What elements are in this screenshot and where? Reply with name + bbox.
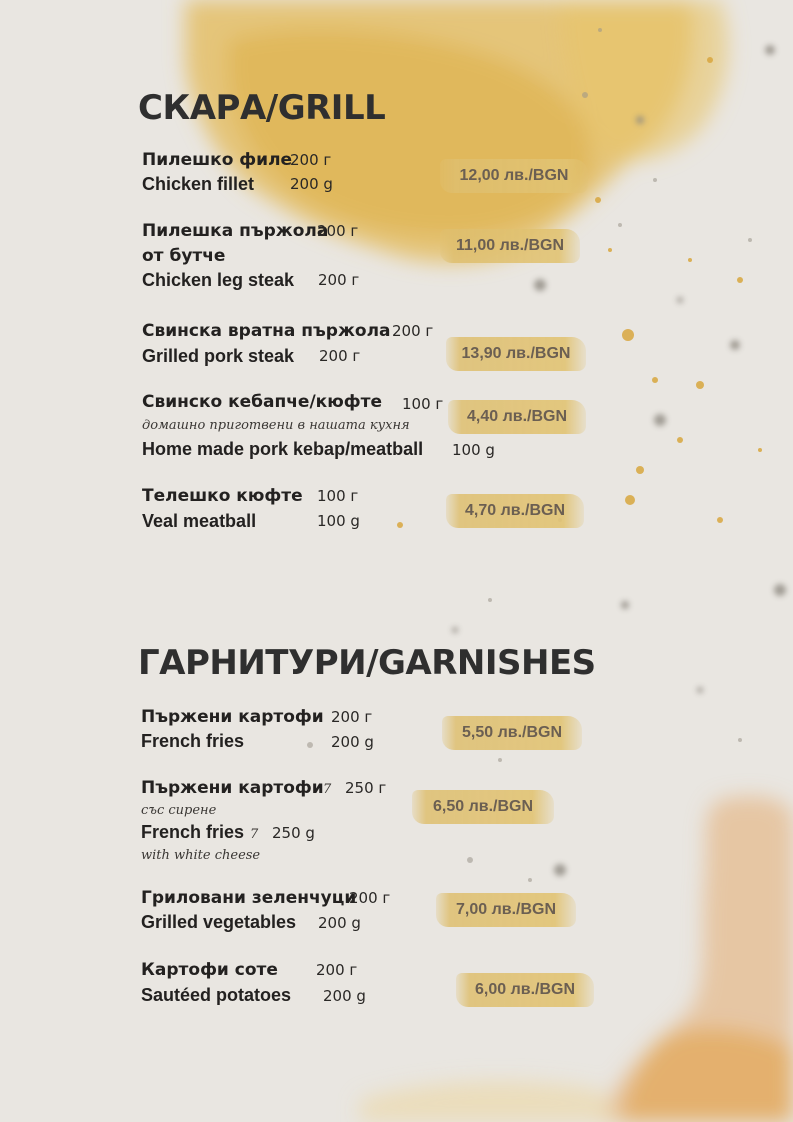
item-weight-en: 200 г bbox=[319, 347, 361, 365]
item-name-bg: Картофи соте bbox=[141, 960, 278, 980]
item-allergen-bg: 7 bbox=[323, 782, 332, 797]
item-name-en: Sautéed potatoes bbox=[141, 985, 292, 1005]
item-name-en: French fries bbox=[141, 731, 245, 751]
item-name-bg: Гриловани зеленчуци bbox=[141, 888, 357, 908]
item-price: 6,50 лв./BGN bbox=[412, 790, 554, 824]
item-weight-bg: 100 г bbox=[402, 395, 444, 413]
item-name-bg: Пилешка пържола bbox=[142, 221, 329, 241]
item-price: 5,50 лв./BGN bbox=[442, 716, 582, 750]
item-subtitle-en: with white cheese bbox=[141, 848, 261, 863]
item-name-en: French fries bbox=[141, 822, 245, 842]
item-weight-en: 200 g bbox=[290, 175, 333, 193]
item-name-en: Veal meatball bbox=[142, 511, 257, 531]
item-weight-bg: 250 г bbox=[345, 779, 387, 797]
item-weight-en: 100 g bbox=[317, 512, 360, 530]
item-weight-bg: 200 г bbox=[317, 222, 359, 240]
item-weight-en: 100 g bbox=[452, 441, 495, 459]
item-name-bg: Пържени картофи bbox=[141, 778, 324, 798]
item-allergen-en: 7 bbox=[250, 827, 259, 842]
item-name-bg: Свинска вратна пържола bbox=[142, 321, 391, 341]
section-title-grill: СКАРА/GRILL bbox=[138, 88, 386, 128]
item-weight-en: 200 g bbox=[323, 987, 366, 1005]
item-price: 13,90 лв./BGN bbox=[446, 337, 586, 371]
item-name-bg: Пържени картофи bbox=[141, 707, 324, 727]
item-weight-bg: 200 г bbox=[349, 889, 391, 907]
item-name-bg: Телешко кюфте bbox=[142, 486, 303, 506]
item-weight-bg: 100 г bbox=[317, 487, 359, 505]
item-name-en: Chicken leg steak bbox=[142, 270, 295, 290]
item-name-en: Home made pork kebap/meatball bbox=[142, 439, 424, 459]
item-price: 12,00 лв./BGN bbox=[440, 159, 588, 193]
item-name-bg: Свинско кебапче/кюфте bbox=[142, 392, 382, 412]
item-price: 6,00 лв./BGN bbox=[456, 973, 594, 1007]
item-name-en: Grilled pork steak bbox=[142, 346, 295, 366]
item-price: 4,40 лв./BGN bbox=[448, 400, 586, 434]
item-weight-en: 250 g bbox=[272, 824, 315, 842]
item-name-en: Chicken fillet bbox=[142, 174, 255, 194]
item-weight-en: 200 г bbox=[318, 271, 360, 289]
item-weight-bg: 200 г bbox=[392, 322, 434, 340]
item-price: 4,70 лв./BGN bbox=[446, 494, 584, 528]
item-weight-en: 200 g bbox=[318, 914, 361, 932]
item-price: 11,00 лв./BGN bbox=[440, 229, 580, 263]
item-name-bg-line2: от бутче bbox=[142, 246, 226, 266]
item-weight-en: 200 g bbox=[331, 733, 374, 751]
item-note: домашно приготвени в нашата кухня bbox=[142, 418, 410, 433]
item-subtitle-bg: със сирене bbox=[141, 803, 217, 818]
item-weight-bg: 200 г bbox=[290, 151, 332, 169]
item-name-en: Grilled vegetables bbox=[141, 912, 297, 932]
item-weight-bg: 200 г bbox=[331, 708, 373, 726]
item-price: 7,00 лв./BGN bbox=[436, 893, 576, 927]
item-weight-bg: 200 г bbox=[316, 961, 358, 979]
item-name-bg: Пилешко филе bbox=[142, 150, 293, 170]
section-title-garnishes: ГАРНИТУРИ/GARNISHES bbox=[138, 643, 596, 683]
